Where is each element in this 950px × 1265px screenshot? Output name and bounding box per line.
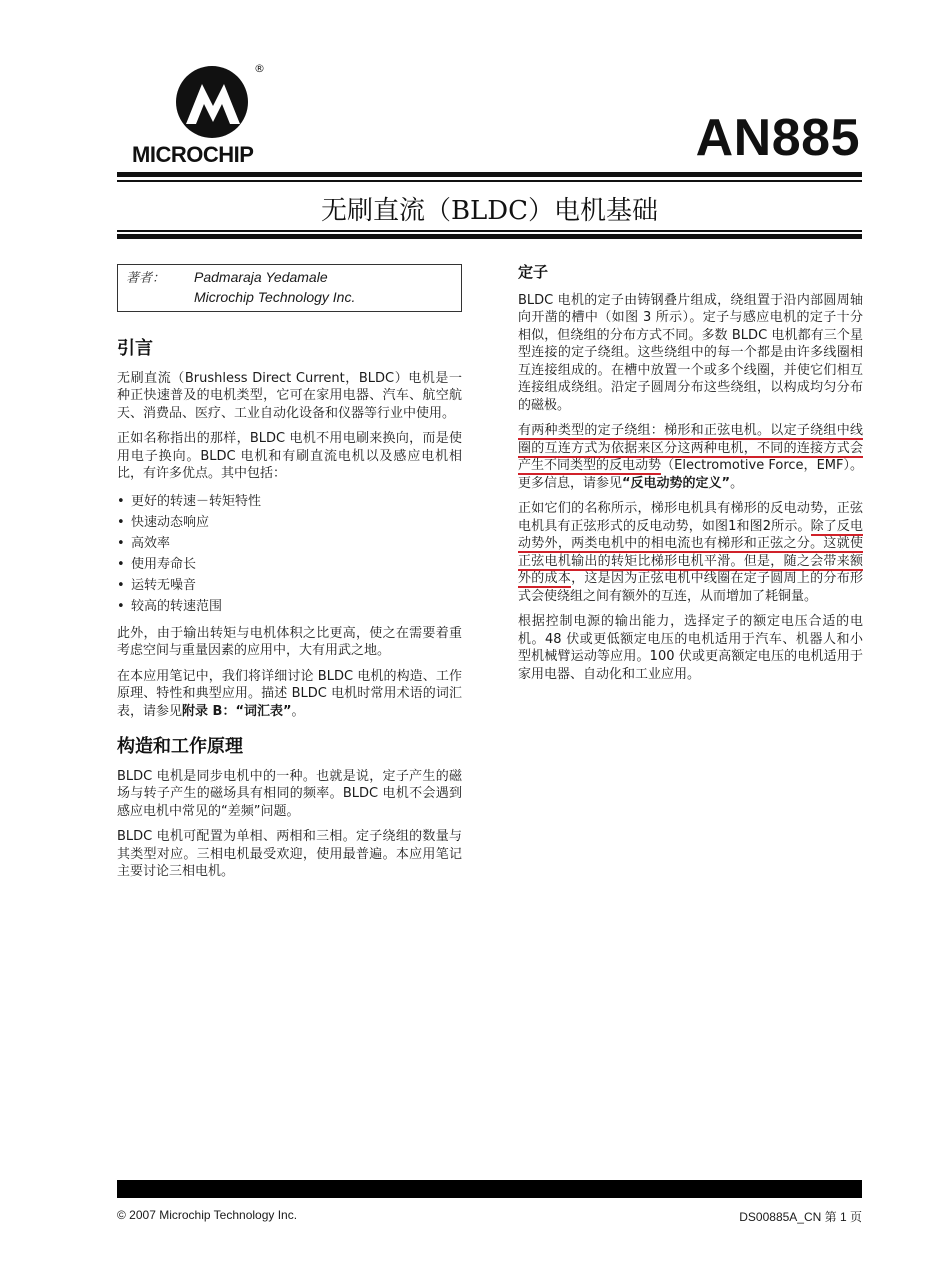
author-name: Padmaraja Yedamale: [194, 269, 328, 285]
list-item: • 使用寿命长: [117, 554, 462, 575]
top-rule-thin: [117, 180, 862, 182]
author-company: Microchip Technology Inc.: [194, 289, 356, 305]
registered-mark: ®: [254, 62, 265, 75]
right-column: [518, 260, 863, 691]
construction-paragraph-2: BLDC 电机可配置为单相、两相和三相。定子绕组的数量与其类型对应。三相电机最受欢迎，使用最普遍。本应用笔记主要讨论三相电机。: [117, 829, 462, 879]
list-item: • 快速动态响应: [117, 512, 462, 533]
brand-wordmark: MICROCHIP: [132, 142, 254, 167]
intro-paragraph-2: 正如名称指出的那样，BLDC 电机不用电刷来换向，而是使用电子换向。BLDC 电机和有刷直流电机以及感应电机相比，有许多优点。其中包括：: [117, 431, 462, 481]
microchip-logo-icon: [172, 62, 254, 140]
stator-paragraph-3: 正如它们的名称所示，梯形电机具有梯形的反电动势，正弦电机具有正弦形式的反电动势，如图1和图2所示。除了反电动势外，两类电机中的相电流也有梯形和正弦之分。这就使正弦电机输出的转矩比梯形电机平滑。但是，随之会带来额外的成本，这是因为正弦电机中线圈在定子圆周上的分布形式会使绕组之间有额外的互连，从而增加了耗铜量。: [518, 501, 863, 604]
list-item: • 高效率: [117, 533, 462, 554]
stator-heading: 定子: [518, 263, 549, 281]
list-item: • 较高的转速范围: [117, 596, 462, 617]
stator-paragraph-4: 根据控制电源的输出能力，选择定子的额定电压合适的电机。48 伏或更低额定电压的电机适用于汽车、机器人和小型机械臂运动等应用。100 伏或更高额定电压的电机适用于家用电器、自动化和工业应用。: [518, 614, 863, 682]
page-title: 无刷直流（BLDC）电机基础: [320, 196, 659, 226]
title-rule-thin: [117, 230, 862, 232]
stator-paragraph-1: BLDC 电机的定子由铸钢叠片组成，绕组置于沿内部圆周轴向开凿的槽中（如图 3 所示）。定子与感应电机的定子十分相似，但绕组的分布方式不同。多数 BLDC 电机都有三个星型连接的定子绕组。这些绕组中的每一个都是由许多线圈相互连接组成的。在槽中放置一个或多个线圈，并使它们相互连接组成绕组。沿定子圆周分布这些绕组，以构成均匀分布的磁极。: [518, 292, 863, 413]
list-item: • 运转无噪音: [117, 575, 462, 596]
document-id: AN885: [695, 109, 860, 167]
top-rule-thick: [117, 172, 862, 177]
glossary-link[interactable]: 附录 B：“词汇表”: [182, 703, 292, 719]
title-rule-thick: [117, 234, 862, 239]
emf-definition-link[interactable]: “反电动势的定义”: [622, 475, 731, 491]
footer-copyright: © 2007 Microchip Technology Inc.: [117, 1208, 298, 1222]
author-label: 著者：: [126, 271, 166, 286]
construction-paragraph-1: BLDC 电机是同步电机中的一种。也就是说，定子产生的磁场与转子产生的磁场具有相同的频率。BLDC 电机不会遇到感应电机中常见的“差频”问题。: [117, 768, 462, 819]
intro-paragraph-4: 在本应用笔记中，我们将详细讨论 BLDC 电机的构造、工作原理、特性和典型应用。描述 BLDC 电机时常用术语的词汇表，请参见附录 B：“词汇表”。: [117, 668, 462, 719]
intro-paragraph-3: 此外，由于输出转矩与电机体积之比更高，使之在需要着重考虑空间与重量因素的应用中，大有用武之地。: [117, 625, 462, 658]
construction-heading: 构造和工作原理: [117, 736, 243, 757]
advantages-list: [117, 491, 462, 617]
stator-paragraph-2: 有两种类型的定子绕组：梯形和正弦电机。以定子绕组中线圈的互连方式为依据来区分这两种电机，不同的连接方式会产生不同类型的反电动势（Electromotive Force，EMF）。更多信息，请参见“反电动势的定义”。: [518, 423, 863, 491]
microchip-logo: [132, 62, 302, 167]
author-box: [117, 264, 462, 312]
list-item: • 更好的转速－转矩特性: [117, 491, 462, 512]
left-column: [117, 260, 462, 889]
footer-bar: [117, 1180, 862, 1198]
intro-heading: 引言: [117, 338, 153, 359]
intro-paragraph-1: 无刷直流（Brushless Direct Current，BLDC）电机是一种正快速普及的电机类型，它可在家用电器、汽车、航空航天、消费品、医疗、工业自动化设备和仪器等行业中使用。: [117, 370, 462, 421]
annotated-underline: 除了反电动势外，两类电机中的相电流也有梯形和正弦之分。这就使正弦电机输出的转矩比梯形电机平滑。但是，随之会带来额外的成本: [518, 518, 863, 586]
annotated-underline: 有两种类型的定子绕组：梯形和正弦电机。以定子绕组中线圈的互连方式为依据来区分这两种电机，不同的连接方式会产生不同类型的反电动势: [518, 423, 863, 473]
footer-page-number: DS00885A_CN 第 1 页: [739, 1210, 862, 1224]
